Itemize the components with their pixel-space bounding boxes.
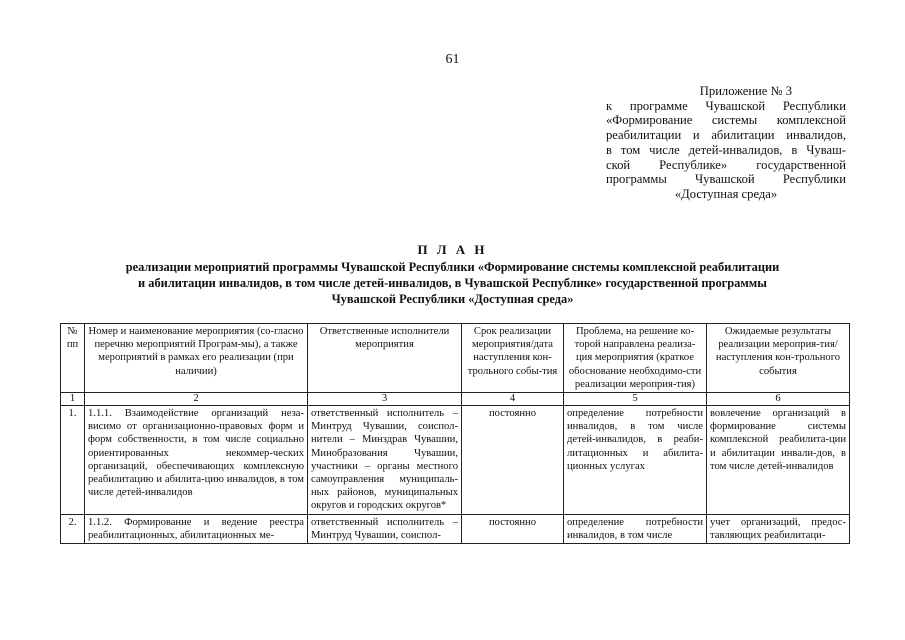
header-measure: Номер и наименование мероприятия (со-гласно перечню мероприятий Програм-мы), а также мероприятий в рамках его реализации (при наличии) — [85, 324, 308, 393]
plan-table — [60, 323, 850, 544]
header-problem: Проблема, на решение ко-торой направлена реализа-ция мероприятия (краткое обоснование необходимо-сти реализации мероприя-тия) — [564, 324, 707, 393]
row-result-text: учет организаций, предос-тавляющих реабилитаци- — [710, 516, 846, 541]
row-measure-text: 1.1.2. Формирование и ведение реестра реабилитационных, абилитационных ме- — [88, 516, 304, 541]
row-num-text: 2. — [68, 516, 77, 528]
header-num: № пп — [61, 324, 85, 393]
appendix-note — [606, 84, 846, 202]
row-executors — [308, 514, 462, 543]
row-term — [462, 514, 564, 543]
plan-subtitle — [60, 259, 845, 307]
row-executors-text: ответственный исполнитель – Минтруд Чувашии, соиспол- — [311, 516, 458, 541]
header-result: Ожидаемые результаты реализации мероприя-тия/наступления кон-трольного события — [707, 324, 850, 393]
plan-subtitle-line: Чувашской Республики «Доступная среда» — [331, 292, 574, 306]
appendix-line: «Формирование системы комплексной — [606, 113, 846, 128]
row-num — [61, 514, 85, 543]
page-number: 61 — [445, 52, 460, 67]
row-executors: ответственный исполнитель – Минтруд Чувашии, соиспол-нители – Минздрав Чувашии, Минобразования Чувашии, участники – органы местного самоуправления муниципаль-ных районов, муниципальных округов и городских округов* — [308, 406, 462, 515]
column-number: 4 — [462, 393, 564, 406]
column-number: 1 — [61, 393, 85, 406]
row-term-text: постоянно — [488, 516, 537, 528]
table-row — [61, 514, 850, 543]
header-term: Срок реализации мероприятия/дата наступления кон-трольного собы-тия — [462, 324, 564, 393]
appendix-line: программы Чувашской Республики — [606, 172, 846, 187]
row-measure: 1.1.1. Взаимодействие организаций неза-висимо от организационно-правовых форм и форм собственности, в том числе социально ориентированных некоммер-ческих организаций, обеспечивающих комплексную реабилитацию и абилита-цию инвалидов, в том числе детей-инвалидов — [85, 406, 308, 515]
appendix-line: в том числе детей-инвалидов, в Чуваш- — [606, 142, 846, 157]
appendix-line: «Доступная среда» — [674, 186, 778, 201]
column-number-row — [61, 393, 850, 406]
appendix-line: реабилитации и абилитации инвалидов, — [606, 128, 846, 143]
row-term: постоянно — [462, 406, 564, 515]
row-problem: определение потребности инвалидов, в том числе детей-инвалидов, в реаби-литационных и абилита-ционных услугах — [564, 406, 707, 515]
appendix-line: ской Республике» государственной — [606, 157, 846, 172]
plan-subtitle-line: и абилитации инвалидов, в том числе детей-инвалидов, в Чувашской Республике» государственной программы — [138, 276, 767, 290]
table-header-row — [61, 324, 850, 393]
row-problem-text: определение потребности инвалидов, в том числе — [567, 516, 703, 541]
row-result: вовлечение организаций в формирование системы комплексной реабилита-ции и абилитации инвали-дов, в том числе детей-инвалидов — [707, 406, 850, 515]
appendix-line: Приложение № 3 — [699, 84, 792, 98]
plan-subtitle-line: реализации мероприятий программы Чувашской Республики «Формирование системы комплексной реабилитации — [125, 260, 780, 274]
header-executors: Ответственные исполнители мероприятия — [308, 324, 462, 393]
column-number: 6 — [707, 393, 850, 406]
appendix-line: к программе Чувашской Республики — [606, 98, 846, 113]
row-result — [707, 514, 850, 543]
column-number: 5 — [564, 393, 707, 406]
column-number: 3 — [308, 393, 462, 406]
row-measure — [85, 514, 308, 543]
table-row — [61, 406, 850, 515]
row-num: 1. — [61, 406, 85, 515]
plan-title: П Л А Н — [417, 242, 488, 257]
row-problem — [564, 514, 707, 543]
column-number: 2 — [85, 393, 308, 406]
